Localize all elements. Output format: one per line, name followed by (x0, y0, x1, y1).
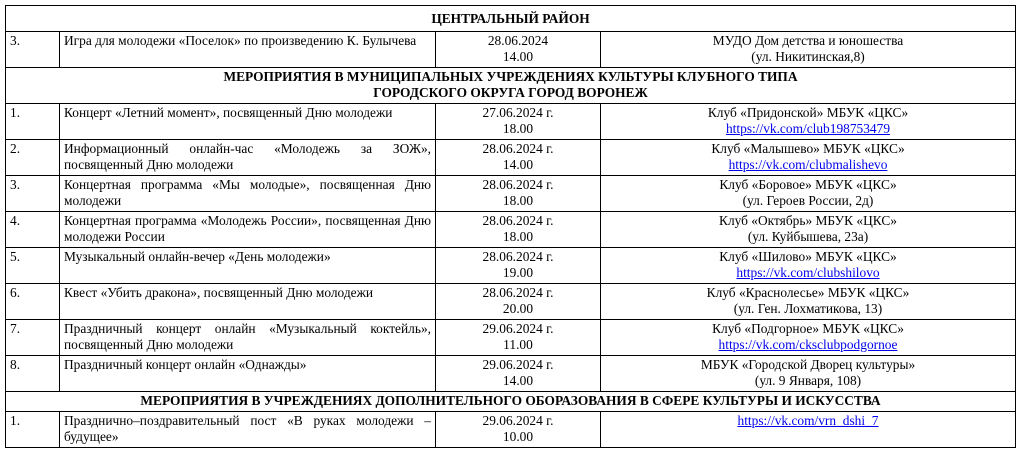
row-number: 1. (6, 104, 60, 140)
row-number: 8. (6, 356, 60, 392)
event-datetime (436, 140, 601, 176)
event-time: 11.00 (503, 336, 533, 352)
section-title-line-2: ГОРОДСКОГО ОКРУГА ГОРОД ВОРОНЕЖ (373, 84, 648, 100)
table-row (6, 32, 1016, 68)
event-time: 18.00 (502, 120, 534, 136)
venue-address: (ул. Героев России, 2д) (742, 192, 874, 208)
event-date: 29.06.2024 г. (482, 357, 554, 372)
event-time: 19.00 (502, 264, 534, 280)
event-venue (601, 176, 1016, 212)
venue-address: (ул. Куйбышева, 23а) (747, 228, 869, 244)
venue-name: Клуб «Придонской» МБУК «ЦКС» (707, 105, 909, 120)
event-date: 29.06.2024 г. (482, 321, 554, 336)
event-date: 29.06.2024 г. (482, 413, 554, 428)
event-venue (601, 284, 1016, 320)
event-description: Квест «Убить дракона», посвященный Дню молодежи (60, 284, 436, 320)
event-date: 28.06.2024 г. (482, 249, 554, 264)
event-date: 28.06.2024 г. (482, 177, 554, 192)
event-venue (601, 356, 1016, 392)
venue-link[interactable]: https://vk.com/club198753479 (725, 120, 891, 136)
table-row (6, 212, 1016, 248)
event-description: Концерт «Летний момент», посвященный Дню молодежи (60, 104, 436, 140)
event-time: 20.00 (502, 300, 534, 316)
section-header-culture-clubs (6, 68, 1016, 104)
row-number: 7. (6, 320, 60, 356)
event-datetime (436, 104, 601, 140)
row-number: 4. (6, 212, 60, 248)
table-row (6, 412, 1016, 448)
event-date: 28.06.2024 г. (482, 141, 554, 156)
schedule-document (5, 5, 1016, 448)
table-row (6, 176, 1016, 212)
venue-name: Клуб «Подгорное» МБУК «ЦКС» (712, 321, 904, 336)
table-row (6, 248, 1016, 284)
event-description: Праздничный концерт онлайн «Музыкальный коктейль», посвященный Дню молодежи (60, 320, 436, 356)
venue-name: Клуб «Шилово» МБУК «ЦКС» (719, 249, 897, 264)
table-row (6, 284, 1016, 320)
venue-name: Клуб «Боровое» МБУК «ЦКС» (719, 177, 897, 192)
event-time: 14.00 (502, 156, 534, 172)
venue-name: Клуб «Октябрь» МБУК «ЦКС» (719, 213, 897, 228)
events-table (5, 5, 1016, 448)
venue-link[interactable]: https://vk.com/vrn_dshi_7 (737, 413, 879, 428)
section-header-additional-education (6, 392, 1016, 412)
event-datetime (436, 320, 601, 356)
event-time: 14.00 (502, 48, 534, 64)
event-description: Празднично–поздравительный пост «В руках молодежи – будущее» (60, 412, 436, 448)
venue-link[interactable]: https://vk.com/clubshilovo (736, 264, 880, 280)
event-venue (601, 212, 1016, 248)
event-venue (601, 320, 1016, 356)
event-time: 14.00 (502, 372, 534, 388)
row-number: 6. (6, 284, 60, 320)
table-row (6, 320, 1016, 356)
table-row (6, 356, 1016, 392)
section-header-central (6, 6, 1016, 32)
table-row (6, 104, 1016, 140)
event-time: 18.00 (502, 192, 534, 208)
event-venue (601, 412, 1016, 448)
row-number: 3. (6, 32, 60, 68)
event-datetime (436, 212, 601, 248)
venue-name: Клуб «Краснолесье» МБУК «ЦКС» (706, 285, 910, 300)
event-description: Музыкальный онлайн-вечер «День молодежи» (60, 248, 436, 284)
event-venue (601, 104, 1016, 140)
table-row (6, 140, 1016, 176)
venue-name: МУДО Дом детства и юношества (712, 33, 904, 48)
section-title (6, 68, 1016, 104)
event-date: 28.06.2024 г. (482, 213, 554, 228)
venue-address: (ул. 9 Января, 108) (754, 372, 862, 388)
venue-address: (ул. Ген. Лохматикова, 13) (733, 300, 883, 316)
event-date: 28.06.2024 г. (482, 285, 554, 300)
venue-link[interactable]: https://vk.com/clubmalishevo (728, 156, 888, 172)
venue-link[interactable]: https://vk.com/cksclubpodgornoe (718, 336, 898, 352)
event-date: 28.06.2024 (487, 33, 549, 48)
event-description: Праздничный концерт онлайн «Однажды» (60, 356, 436, 392)
event-time: 10.00 (502, 428, 534, 444)
event-datetime (436, 32, 601, 68)
event-venue (601, 140, 1016, 176)
event-description: Игра для молодежи «Поселок» по произведению К. Булычева (60, 32, 436, 68)
row-number: 1. (6, 412, 60, 448)
section-title: ЦЕНТРАЛЬНЫЙ РАЙОН (6, 6, 1016, 32)
row-number: 2. (6, 140, 60, 176)
row-number: 3. (6, 176, 60, 212)
venue-address: (ул. Никитинская,8) (751, 48, 865, 64)
event-description: Концертная программа «Мы молодые», посвященная Дню молодежи (60, 176, 436, 212)
event-datetime (436, 356, 601, 392)
event-date: 27.06.2024 г. (482, 105, 554, 120)
event-description: Концертная программа «Молодежь России», посвященная Дню молодежи России (60, 212, 436, 248)
section-title: МЕРОПРИЯТИЯ В УЧРЕЖДЕНИЯХ ДОПОЛНИТЕЛЬНОГО ОБОРАЗОВАНИЯ В СФЕРЕ КУЛЬТУРЫ И ИСКУССТВА (6, 392, 1016, 412)
event-description: Информационный онлайн-час «Молодежь за ЗОЖ», посвященный Дню молодежи (60, 140, 436, 176)
event-time: 18.00 (502, 228, 534, 244)
event-venue (601, 248, 1016, 284)
event-venue (601, 32, 1016, 68)
event-datetime (436, 248, 601, 284)
section-title-line-1: МЕРОПРИЯТИЯ В МУНИЦИПАЛЬНЫХ УЧРЕЖДЕНИЯХ КУЛЬТУРЫ КЛУБНОГО ТИПА (223, 69, 798, 84)
event-datetime (436, 412, 601, 448)
event-datetime (436, 284, 601, 320)
venue-name: МБУК «Городской Дворец культуры» (700, 357, 916, 372)
row-number: 5. (6, 248, 60, 284)
event-datetime (436, 176, 601, 212)
venue-name: Клуб «Малышево» МБУК «ЦКС» (711, 141, 905, 156)
